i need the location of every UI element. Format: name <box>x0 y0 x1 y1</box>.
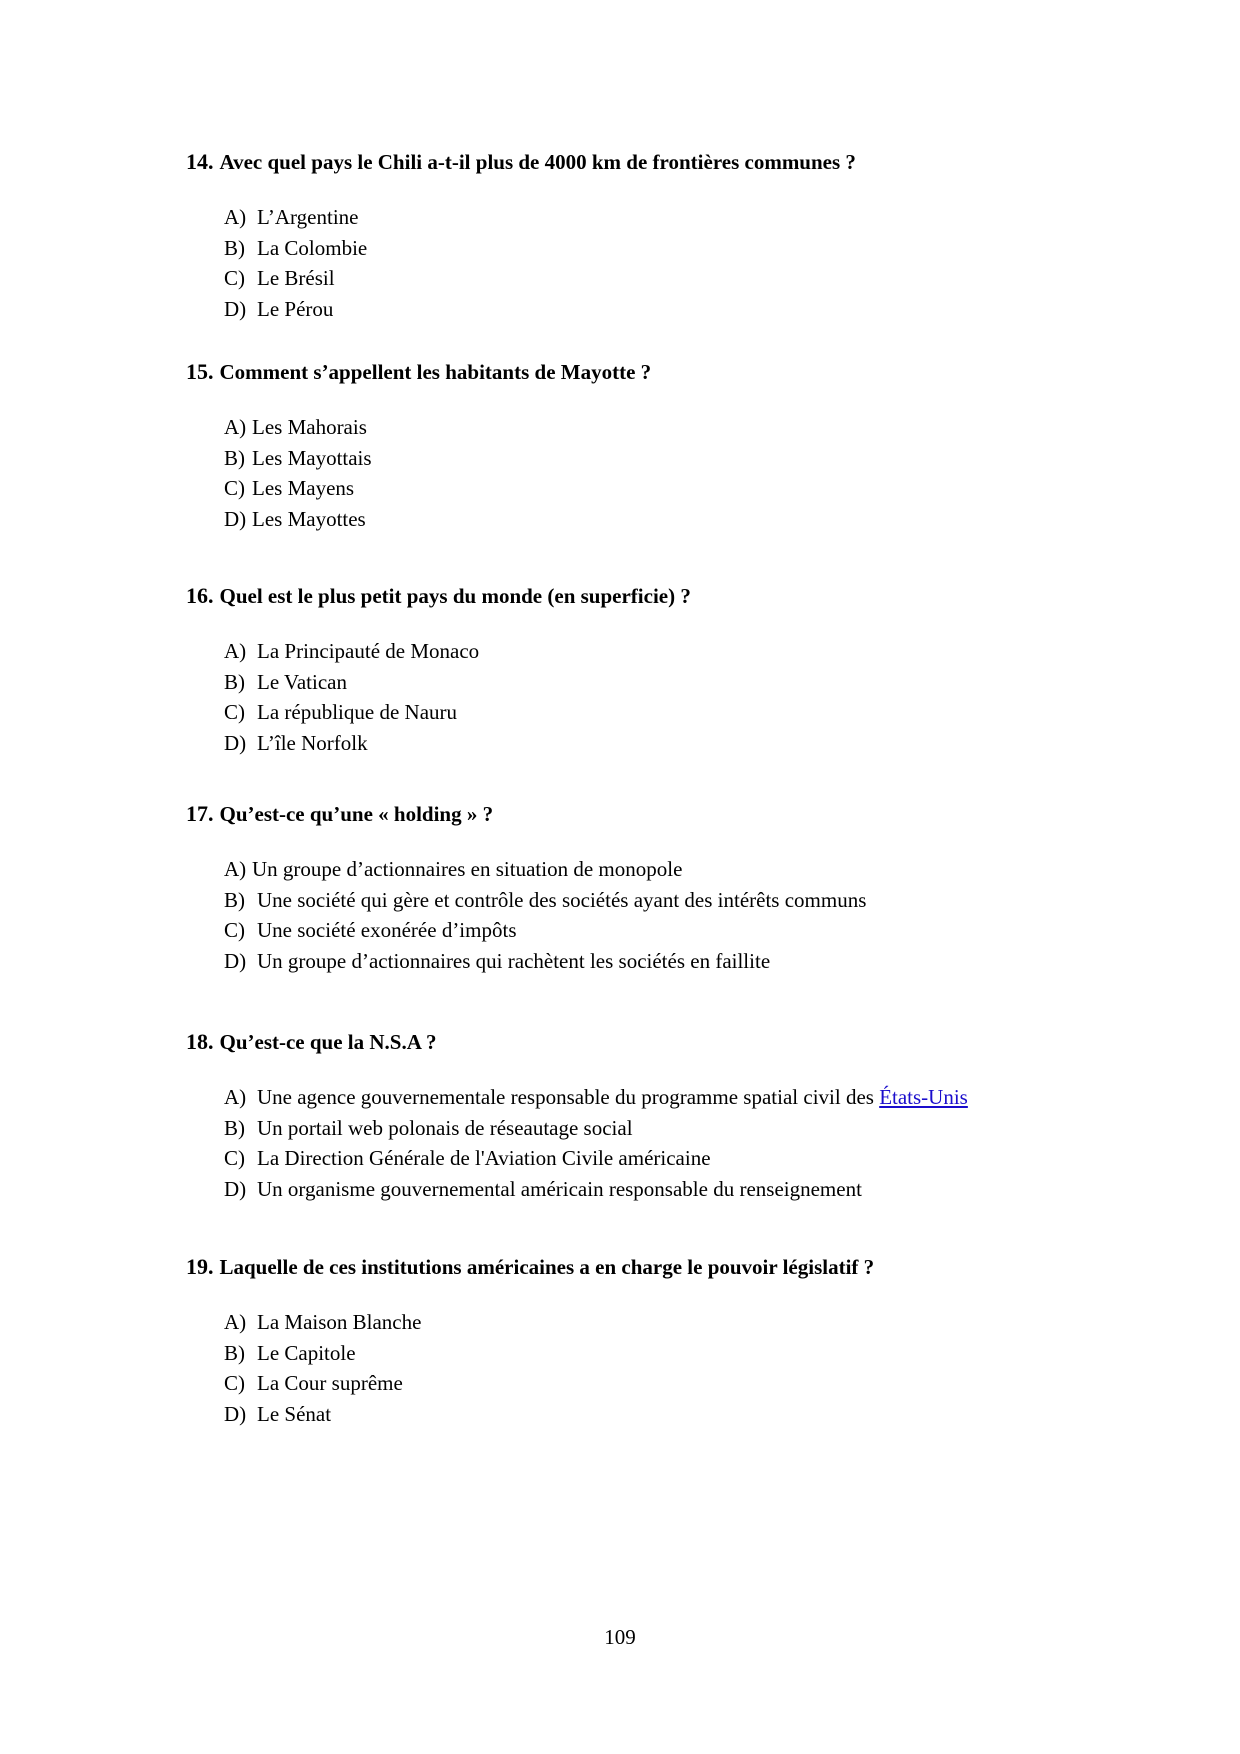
options-list <box>224 412 1086 534</box>
option-a: A) Un groupe d’actionnaires en situation de monopole <box>224 857 683 881</box>
option-d: D) Le Sénat <box>224 1401 332 1426</box>
options-list <box>224 1082 1086 1204</box>
question-18 <box>186 1027 1086 1204</box>
option-c: C) La Cour suprême <box>224 1371 403 1395</box>
option-a: A) Les Mahorais <box>224 415 367 439</box>
option-d: D) Les Mayottes <box>224 506 366 531</box>
question-title <box>186 357 1086 387</box>
option-c: C) Les Mayens <box>224 476 355 500</box>
options-list <box>224 1307 1086 1429</box>
option-b: B) Les Mayottais <box>224 445 372 470</box>
question-text: Qu’est-ce qu’une « holding » ? <box>219 802 494 826</box>
question-title <box>186 1252 1086 1282</box>
option-c: C) Le Brésil <box>224 266 335 290</box>
question-number: 14. <box>186 149 214 174</box>
question-title <box>186 799 1086 829</box>
options-list <box>224 854 1086 976</box>
option-a: A) La Maison Blanche <box>224 1310 422 1334</box>
question-text: Qu’est-ce que la N.S.A ? <box>219 1030 437 1054</box>
question-title <box>186 1027 1086 1057</box>
question-19 <box>186 1252 1086 1429</box>
option-a: A) La Principauté de Monaco <box>224 639 480 663</box>
option-b: B) Une société qui gère et contrôle des sociétés ayant des intérêts communs <box>224 887 867 912</box>
question-17 <box>186 799 1086 976</box>
question-number: 17. <box>186 801 214 826</box>
option-c: C) La Direction Générale de l'Aviation Civile américaine <box>224 1146 711 1170</box>
options-list <box>224 636 1086 758</box>
option-b: B) Le Vatican <box>224 669 347 694</box>
option-d: D) Un groupe d’actionnaires qui rachètent les sociétés en faillite <box>224 948 771 973</box>
question-number: 15. <box>186 359 214 384</box>
option-c: C) La république de Nauru <box>224 700 458 724</box>
question-15 <box>186 357 1086 534</box>
option-a: A) L’Argentine <box>224 205 359 229</box>
option-d: D) Le Pérou <box>224 296 334 321</box>
option-b: B) Un portail web polonais de réseautage social <box>224 1115 633 1140</box>
option-a: A) Une agence gouvernementale responsable du programme spatial civil des États-Unis <box>224 1085 968 1109</box>
question-title <box>186 147 1086 177</box>
question-title <box>186 581 1086 611</box>
question-text: Comment s’appellent les habitants de Mayotte ? <box>219 360 652 384</box>
option-b: B) La Colombie <box>224 235 368 260</box>
option-b: B) Le Capitole <box>224 1340 356 1365</box>
question-number: 16. <box>186 583 214 608</box>
question-16 <box>186 581 1086 758</box>
question-number: 19. <box>186 1254 214 1279</box>
question-text: Laquelle de ces institutions américaines a en charge le pouvoir législatif ? <box>219 1255 875 1279</box>
option-c: C) Une société exonérée d’impôts <box>224 918 517 942</box>
options-list <box>224 202 1086 324</box>
question-number: 18. <box>186 1029 214 1054</box>
option-d: D) L’île Norfolk <box>224 730 368 755</box>
page-number: 109 <box>604 1625 636 1649</box>
question-text: Avec quel pays le Chili a-t-il plus de 4000 km de frontières communes ? <box>219 150 856 174</box>
question-text: Quel est le plus petit pays du monde (en superficie) ? <box>219 584 691 608</box>
question-14 <box>186 147 1086 324</box>
option-d: D) Un organisme gouvernemental américain responsable du renseignement <box>224 1176 862 1201</box>
etats-unis-link[interactable]: États-Unis <box>879 1085 968 1109</box>
